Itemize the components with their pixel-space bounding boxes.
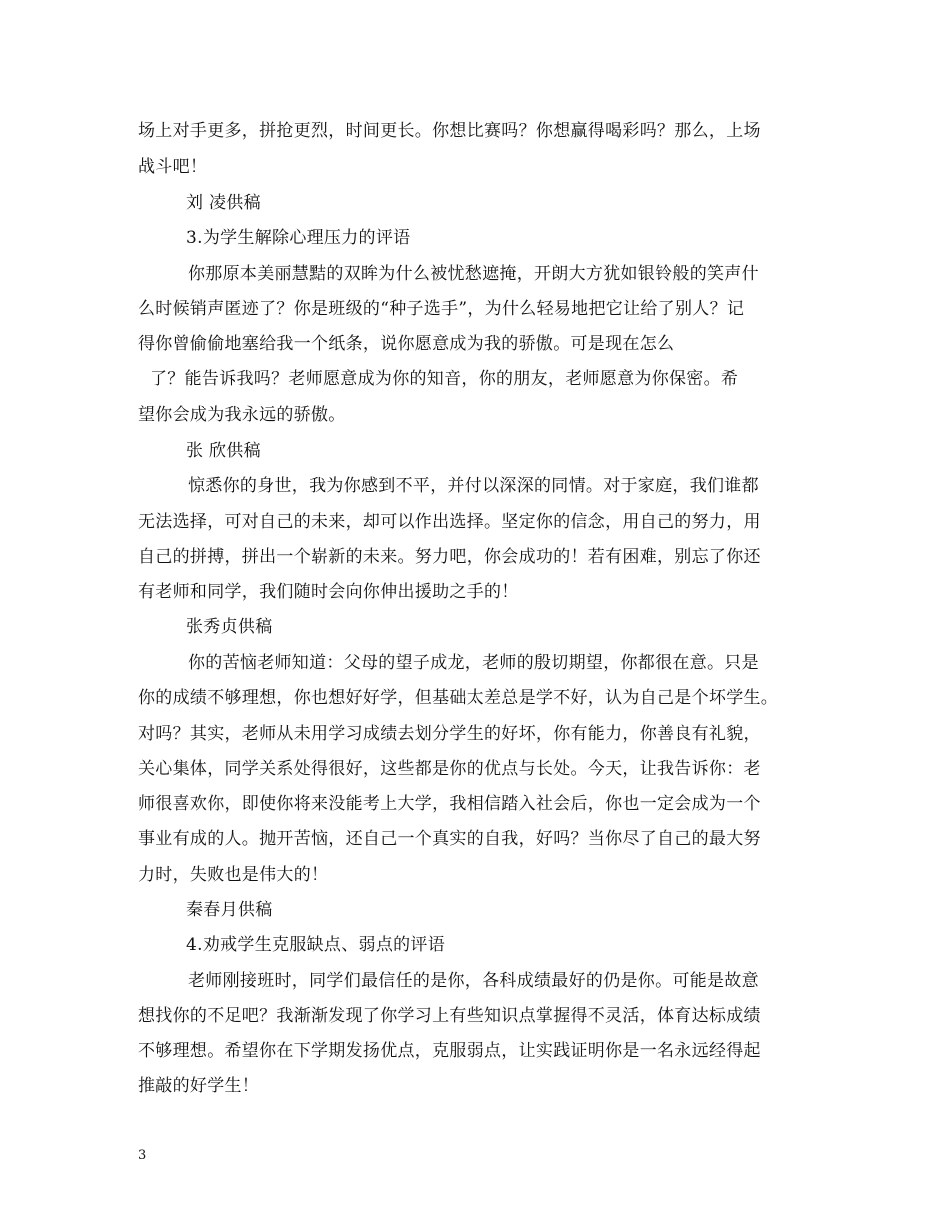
text-line: 惊悉你的身世，我为你感到不平，并付以深深的同情。对于家庭，我们谁都 [188,476,759,496]
text-line: 你那原本美丽慧黠的双眸为什么被忧愁遮掩，开朗大方犹如银铃般的笑声什 [188,264,759,284]
text-line: 事业有成的人。抛开苦恼，还自己一个真实的自我，好吗？当你尽了自己的最大努 [138,829,761,849]
text-line: 得你曾偷偷地塞给我一个纸条，说你愿意成为我的骄傲。可是现在怎么 [138,334,675,354]
text-line: 你的成绩不够理想，你也想好好学，但基础太差总是学不好，认为自己是个坏学生。 [138,688,779,708]
text-line: 有老师和同学，我们随时会向你伸出援助之手的！ [138,582,519,602]
author-credit: 刘 凌供稿 [186,193,261,213]
text-line: 力时，失败也是伟大的！ [138,865,329,885]
text-line: 望你会成为我永远的骄傲。 [138,405,346,425]
text-line: 师很喜欢你，即使你将来没能考上大学，我相信踏入社会后，你也一定会成为一个 [138,794,761,814]
text-line: 推敲的好学生！ [138,1076,260,1096]
text-line: 么时候销声匿迹了？你是班级的“种子选手”，为什么轻易地把它让给了别人？记 [138,299,745,319]
page-number: 3 [138,1148,147,1163]
text-line: 无法选择，可对自己的未来，却可以作出选择。坚定你的信念，用自己的努力，用 [138,512,761,532]
text-line: 想找你的不足吧？我渐渐发现了你学习上有些知识点掌握得不灵活，体育达标成绩 [138,1006,761,1026]
text-line: 你的苦恼老师知道：父母的望子成龙，老师的殷切期望，你都很在意。只是 [188,653,759,673]
text-line: 战斗吧！ [138,157,208,177]
text-line: 对吗？其实，老师从未用学习成绩去划分学生的好坏，你有能力，你善良有礼貌， [138,724,761,744]
author-credit: 张 欣供稿 [186,441,261,461]
author-credit: 秦春月供稿 [186,900,273,920]
text-line: 了？能告诉我吗？老师愿意成为你的知音，你的朋友，老师愿意为你保密。希 [150,369,739,389]
text-line: 老师刚接班时，同学们最信任的是你，各科成绩最好的仍是你。可能是故意 [188,971,759,991]
author-credit: 张秀贞供稿 [186,617,273,637]
text-line: 场上对手更多，拼抢更烈，时间更长。你想比赛吗？你想赢得喝彩吗？那么，上场 [138,121,761,141]
text-line: 不够理想。希望你在下学期发扬优点，克服弱点，让实践证明你是一名永远经得起 [138,1041,761,1061]
text-line: 关心集体，同学关系处得很好，这些都是你的优点与长处。今天，让我告诉你：老 [138,759,761,779]
section-heading: 4.劝戒学生克服缺点、弱点的评语 [186,935,446,955]
text-line: 自己的拼搏，拼出一个崭新的未来。努力吧，你会成功的！若有困难，别忘了你还 [138,547,761,567]
section-heading: 3.为学生解除心理压力的评语 [186,228,411,248]
